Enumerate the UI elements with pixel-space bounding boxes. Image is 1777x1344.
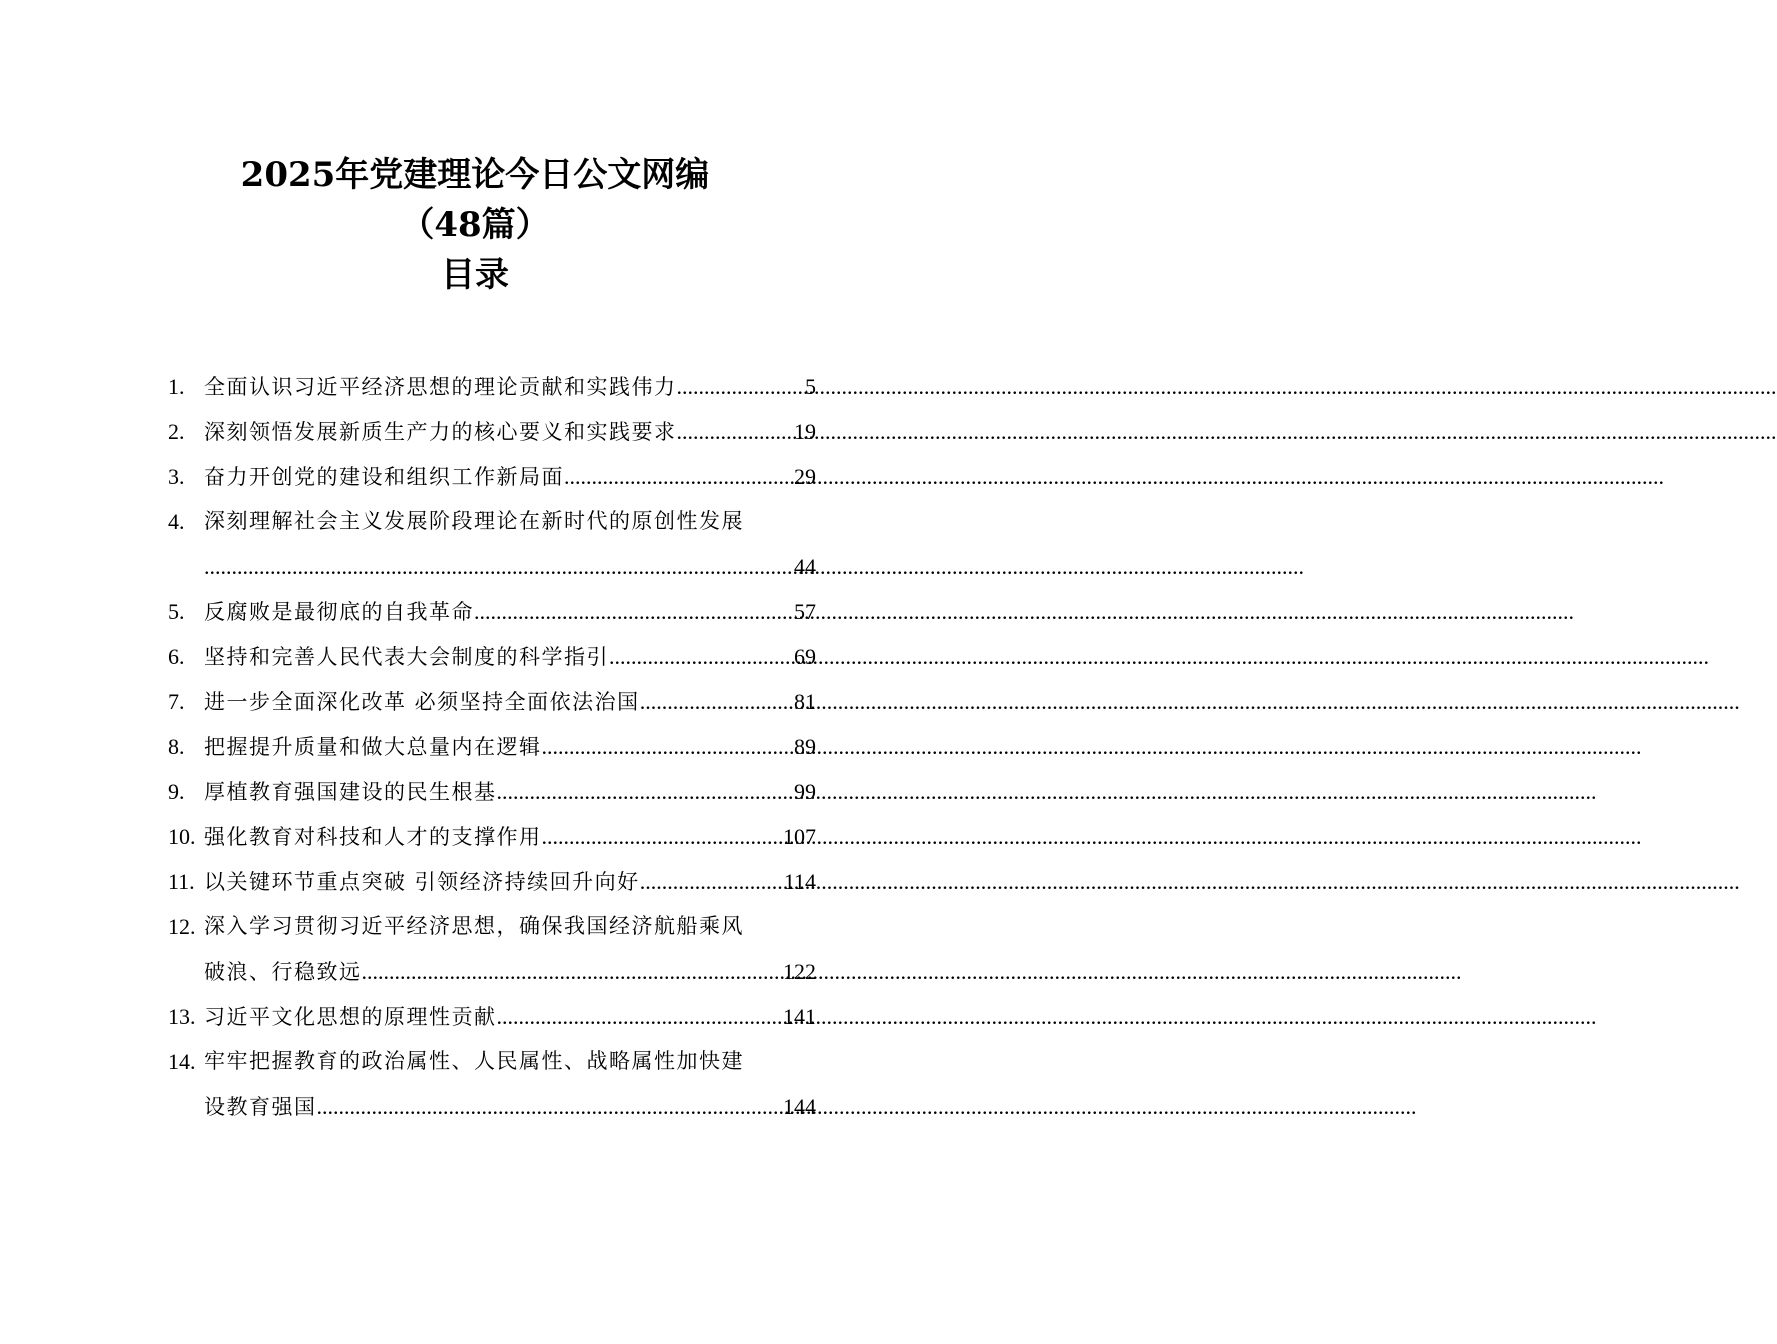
toc-entry-line [204, 679, 816, 724]
toc-page-number: 114 [783, 869, 816, 894]
toc-entry-title: 习近平文化思想的原理性贡献 [204, 1005, 497, 1029]
toc-page-number: 141 [783, 1004, 816, 1029]
toc-entry-body [204, 634, 816, 679]
toc-entry-title: 强化教育对科技和人才的支撑作用 [204, 825, 542, 849]
toc-entry-body [204, 904, 816, 994]
toc-leader-dots [317, 1084, 784, 1129]
toc-page-number: 57 [794, 599, 816, 624]
toc-entry-number: 4. [168, 509, 185, 534]
toc-entry-number: 6. [168, 644, 185, 669]
toc-entry-body [204, 589, 816, 634]
toc-page-number: 44 [794, 554, 816, 579]
toc-entry-line [204, 589, 816, 634]
toc-entry[interactable] [168, 1039, 816, 1129]
toc-entry-line [204, 364, 816, 409]
toc-entry-line [204, 724, 816, 769]
toc-entry-body [204, 364, 816, 409]
toc-entry-line [204, 994, 816, 1039]
toc-entry-number: 9. [168, 779, 185, 804]
toc-page-number: 122 [783, 959, 816, 984]
toc-page-number: 107 [783, 824, 816, 849]
title-block [0, 150, 950, 300]
toc-entry-title: 厚植教育强国建设的民生根基 [204, 780, 497, 804]
toc-entry[interactable] [168, 589, 816, 634]
toc-leader-dots [564, 454, 794, 499]
toc-entry-title: 全面认识习近平经济思想的理论贡献和实践伟力 [204, 375, 677, 399]
toc-page-number: 89 [794, 734, 816, 759]
toc-entry-number: 12. [168, 914, 196, 939]
toc-entry-title: 破浪、行稳致远 [204, 960, 362, 984]
toc-entry[interactable] [168, 859, 816, 904]
toc-leader-dots [497, 994, 784, 1039]
toc-entry-line [204, 454, 816, 499]
toc-entry-title: 反腐败是最彻底的自我革命 [204, 600, 474, 624]
toc-page-number: 69 [794, 644, 816, 669]
toc-page-number: 29 [794, 464, 816, 489]
toc-entry-body [204, 499, 816, 589]
toc-entry-line [204, 499, 816, 544]
toc-entry-number: 7. [168, 689, 185, 714]
toc-leader-dots [640, 679, 794, 724]
toc-entry-line [204, 1039, 816, 1084]
toc-leader-dots [362, 949, 784, 994]
toc-entry-number: 8. [168, 734, 185, 759]
toc-entry-title: 设教育强国 [204, 1095, 317, 1119]
toc-leader-dots [677, 409, 795, 454]
toc-entry-line [204, 859, 816, 904]
toc-entry-title: 进一步全面深化改革 必须坚持全面依法治国 [204, 690, 640, 714]
toc-entry-body [204, 994, 816, 1039]
toc-entry-line [204, 634, 816, 679]
toc-entry[interactable] [168, 499, 816, 589]
toc-entry[interactable] [168, 634, 816, 679]
toc-leader-dots [542, 814, 784, 859]
toc-entry-body [204, 814, 816, 859]
toc-leader-dots [474, 589, 794, 634]
toc-entry[interactable] [168, 679, 816, 724]
toc-page-number: 5 [805, 374, 816, 399]
toc-entry-line [204, 544, 816, 589]
toc-entry-line [204, 814, 816, 859]
toc-entry-number: 3. [168, 464, 185, 489]
toc-entry-body [204, 679, 816, 724]
document-subtitle-count: （48篇） [400, 205, 550, 245]
toc-entry[interactable] [168, 814, 816, 859]
toc-entry-body [204, 769, 816, 814]
toc-entry[interactable] [168, 724, 816, 769]
toc-entry-body [204, 409, 816, 454]
toc-leader-dots [542, 724, 795, 769]
toc-entry-title: 奋力开创党的建设和组织工作新局面 [204, 465, 564, 489]
table-of-contents [168, 364, 816, 1129]
toc-entry-title: 把握提升质量和做大总量内在逻辑 [204, 735, 542, 759]
toc-page-number: 19 [794, 419, 816, 444]
toc-leader-dots [677, 364, 806, 409]
toc-leader-dots [204, 544, 794, 589]
toc-entry[interactable] [168, 454, 816, 499]
toc-entry-body [204, 724, 816, 769]
toc-entry-line [204, 904, 816, 949]
toc-entry-number: 5. [168, 599, 185, 624]
toc-entry-body [204, 1039, 816, 1129]
toc-entry-title: 深入学习贯彻习近平经济思想，确保我国经济航船乘风 [204, 914, 744, 938]
toc-entry-line [204, 1084, 816, 1129]
toc-entry-number: 11. [168, 869, 195, 894]
toc-entry[interactable] [168, 364, 816, 409]
toc-entry-number: 13. [168, 1004, 196, 1029]
toc-entry-title: 深刻领悟发展新质生产力的核心要义和实践要求 [204, 420, 677, 444]
document-title: 2025年党建理论今日公文网编 [240, 155, 710, 195]
toc-entry-line [204, 769, 816, 814]
toc-entry-body [204, 859, 816, 904]
toc-entry-line [204, 409, 816, 454]
toc-entry[interactable] [168, 994, 816, 1039]
toc-leader-dots [609, 634, 794, 679]
toc-entry-title: 坚持和完善人民代表大会制度的科学指引 [204, 645, 609, 669]
toc-entry-number: 14. [168, 1049, 196, 1074]
toc-entry-title: 深刻理解社会主义发展阶段理论在新时代的原创性发展 [204, 509, 744, 533]
toc-heading: 目录 [441, 255, 509, 295]
toc-entry-number: 2. [168, 419, 185, 444]
toc-entry[interactable] [168, 904, 816, 994]
toc-entry-number: 10. [168, 824, 196, 849]
toc-entry[interactable] [168, 409, 816, 454]
toc-page-number: 81 [794, 689, 816, 714]
toc-page-number: 144 [783, 1094, 816, 1119]
toc-entry[interactable] [168, 769, 816, 814]
toc-entry-line [204, 949, 816, 994]
toc-leader-dots [640, 859, 784, 904]
toc-entry-number: 1. [168, 374, 185, 399]
toc-entry-body [204, 454, 816, 499]
toc-entry-title: 牢牢把握教育的政治属性、人民属性、战略属性加快建 [204, 1049, 744, 1073]
toc-entry-title: 以关键环节重点突破 引领经济持续回升向好 [204, 870, 640, 894]
toc-leader-dots [497, 769, 795, 814]
toc-page-number: 99 [794, 779, 816, 804]
